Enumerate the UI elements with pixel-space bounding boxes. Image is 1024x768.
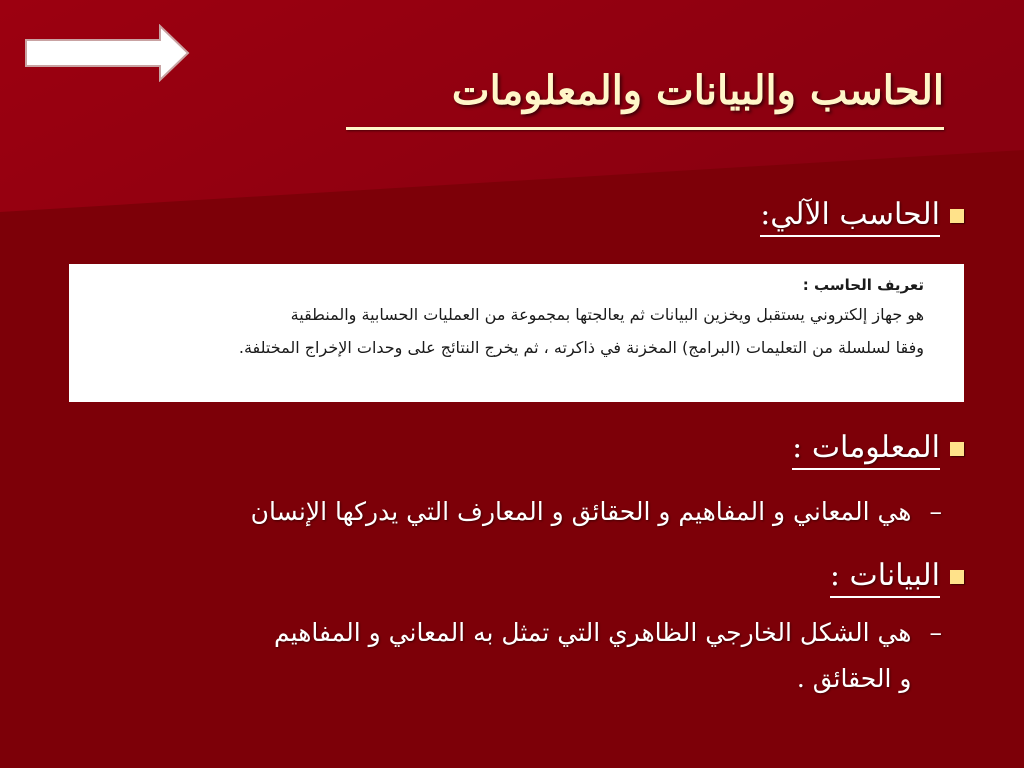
computer-definition-image	[69, 264, 964, 402]
data-definition	[82, 610, 942, 702]
title-underline	[346, 127, 944, 130]
dash-bullet: –	[929, 618, 942, 647]
information-heading: المعلومات :	[792, 428, 940, 470]
definition-line: هو جهاز إلكتروني يستقبل ويخزين البيانات ثم يعالجتها بمجموعة من العمليات الحسابية والمنطقية	[290, 305, 924, 324]
information-text: هي المعاني و المفاهيم و الحقائق و المعارف التي يدركها الإنسان	[250, 497, 912, 526]
slide-title: الحاسب والبيانات والمعلومات	[451, 67, 944, 114]
information-definition	[62, 489, 942, 535]
computer-heading: الحاسب الآلي:	[760, 195, 940, 237]
section-data	[830, 556, 964, 598]
data-text-line: هي الشكل الخارجي الظاهري التي تمثل به المعاني و المفاهيم	[274, 618, 912, 647]
data-text-line: و الحقائق .	[796, 664, 912, 693]
data-heading: البيانات :	[830, 556, 940, 598]
right-arrow-icon[interactable]	[24, 24, 192, 82]
square-bullet-icon	[950, 570, 964, 584]
definition-title: تعريف الحاسب :	[802, 276, 924, 294]
section-information	[792, 428, 964, 470]
section-computer	[760, 195, 964, 237]
square-bullet-icon	[950, 442, 964, 456]
dash-bullet: –	[929, 497, 942, 526]
definition-line: وفقا لسلسلة من التعليمات (البرامج) المخزنة في ذاكرته ، ثم يخرج النتائج على وحدات الإخراج المختلفة.	[238, 338, 924, 357]
data-text	[274, 610, 911, 702]
square-bullet-icon	[950, 209, 964, 223]
